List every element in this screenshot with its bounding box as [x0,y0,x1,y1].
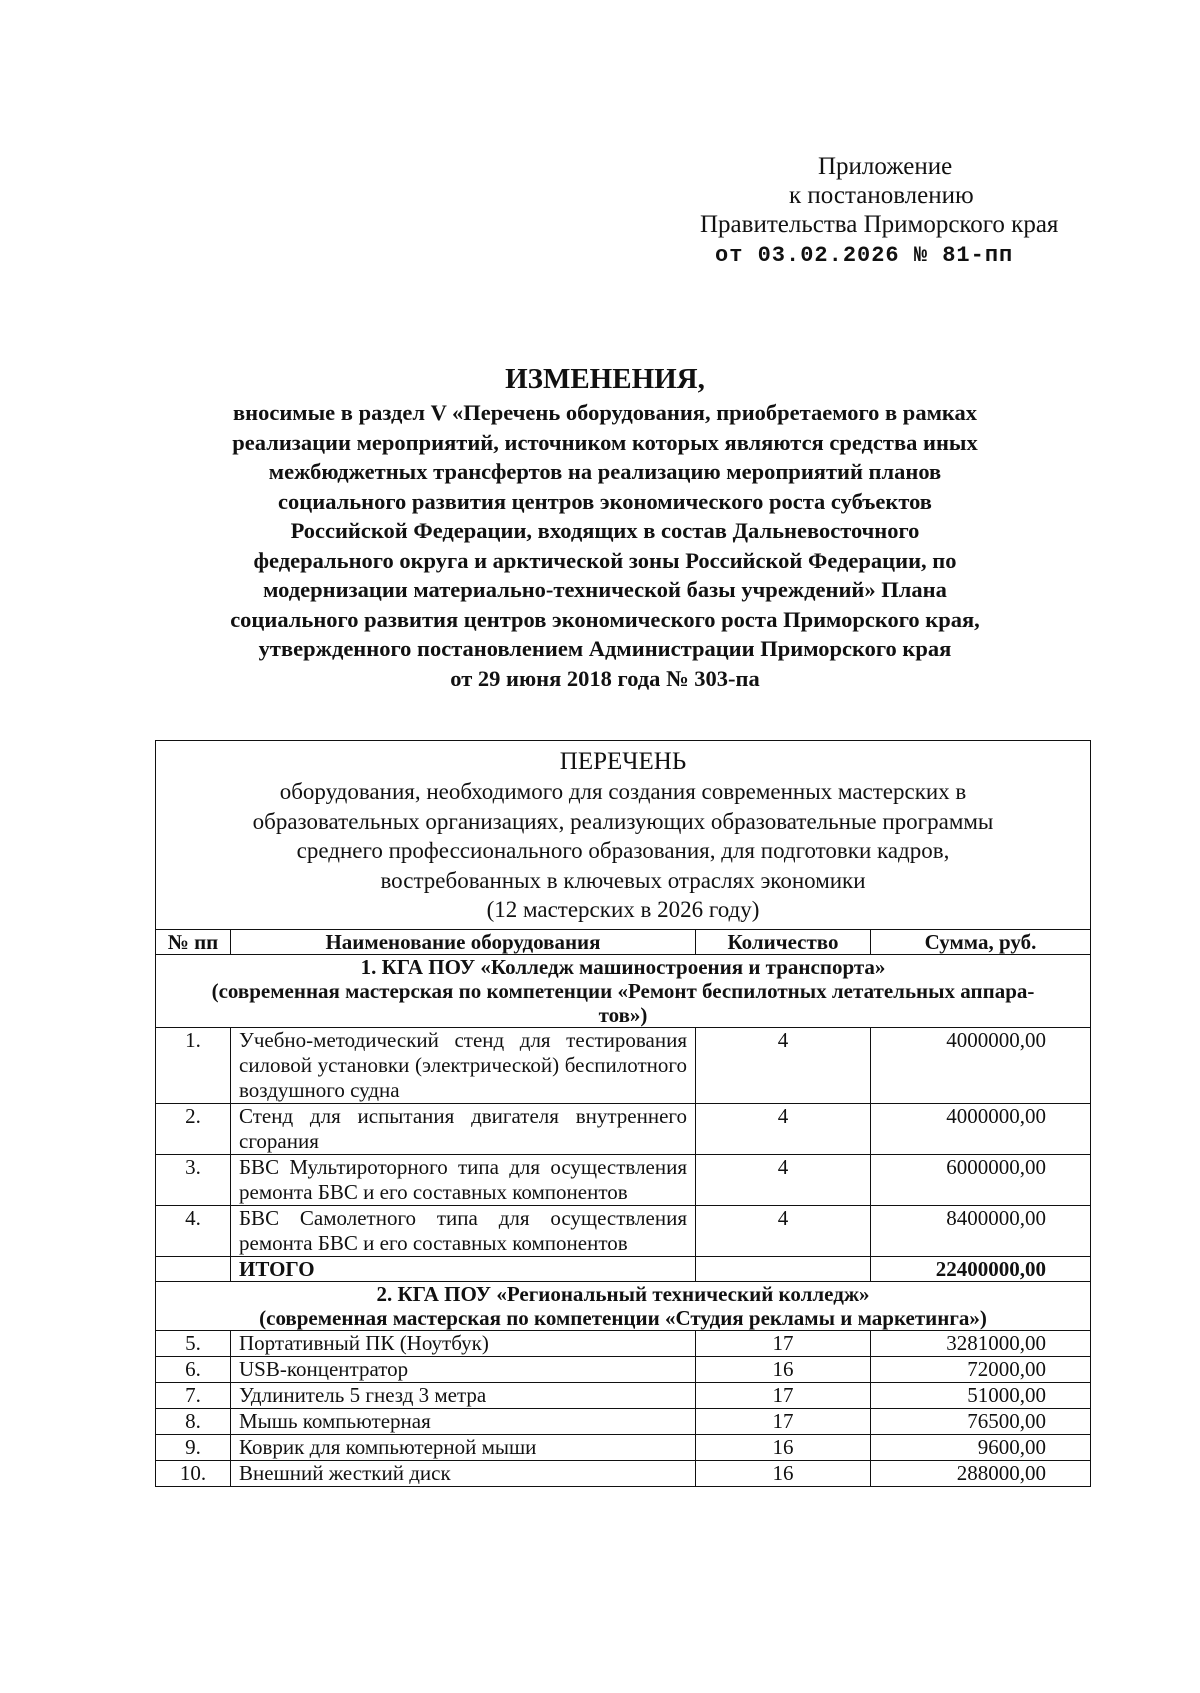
cell-name: БВС Мультироторного типа для осуществления ремонта БВС и его составных компонентов [231,1154,696,1205]
section-2-title [156,1281,1091,1330]
cell-name: Коврик для компьютерной мыши [231,1434,696,1460]
cell-qty [696,1256,871,1281]
section-row [156,1281,1091,1330]
cell-name: Портативный ПК (Ноутбук) [231,1330,696,1356]
subtitle-line: модернизации материально-технической базы учреждений» Плана [263,577,947,602]
table-header-row [156,929,1091,954]
cell-sum: 4000000,00 [871,1103,1091,1154]
cell-qty: 4 [696,1154,871,1205]
table-row [156,1434,1091,1460]
subtitle-line: социального развития центров экономического роста Приморского края, [230,606,980,632]
table-row [156,1382,1091,1408]
cell-sum: 6000000,00 [871,1154,1091,1205]
cell-qty: 16 [696,1356,871,1382]
subtitle-line: вносимые в раздел V «Перечень оборудования, приобретаемого в рамках [232,400,978,425]
cell-name: Стенд для испытания двигателя внутреннего сгорания [231,1103,696,1154]
header-num: № пп [156,929,231,954]
document-heading [150,362,1060,693]
section-1-line: (современная мастерская по компетенции «Ремонт беспилотных летательных аппара- [211,978,1035,1003]
cell-num: 8. [156,1408,231,1434]
section-row [156,954,1091,1027]
appendix-resolution: к постановлению [789,182,974,209]
table-row [156,1356,1091,1382]
cell-qty: 4 [696,1205,871,1256]
cell-name: Внешний жесткий диск [231,1460,696,1486]
document-subtitle [150,398,1060,693]
table-row [156,1154,1091,1205]
cell-qty: 17 [696,1382,871,1408]
cell-sum: 3281000,00 [871,1330,1091,1356]
cell-sum: 4000000,00 [871,1027,1091,1103]
section-1-line: тов») [598,1002,648,1027]
cell-sum: 9600,00 [871,1434,1091,1460]
subtitle-line: утвержденного постановлением Администрации Приморского края [258,636,952,661]
cell-name: Удлинитель 5 гнезд 3 метра [231,1382,696,1408]
subtitle-line: социального развития центров экономического роста субъектов [278,488,932,514]
appendix-government: Правительства Приморского края [700,211,1059,238]
table-row [156,1103,1091,1154]
caption-line: среднего профессионального образования, для подготовки кадров, [296,838,950,863]
cell-qty: 4 [696,1103,871,1154]
subtitle-line: Российской Федерации, входящих в состав Дальневосточного [290,518,920,543]
total-row [156,1256,1091,1281]
cell-sum: 72000,00 [871,1356,1091,1382]
header-sum: Сумма, руб. [871,929,1091,954]
caption-line: образовательных организациях, реализующих образовательные программы [252,808,994,834]
table-row [156,1330,1091,1356]
table-row [156,1205,1091,1256]
cell-num: 5. [156,1330,231,1356]
cell-num: 7. [156,1382,231,1408]
table-caption [156,741,1091,930]
equipment-table-wrap [155,740,1090,1487]
section-2-line: 2. КГА ПОУ «Региональный технический колледж» [376,1281,870,1306]
cell-qty: 16 [696,1434,871,1460]
appendix-block [690,152,1130,270]
total-label: ИТОГО [231,1256,696,1281]
document-title: ИЗМЕНЕНИЯ, [505,363,705,395]
appendix-date-number: от 03.02.2026 № 81-пп [715,243,1014,268]
subtitle-line: межбюджетных трансфертов на реализацию мероприятий планов [268,459,942,484]
cell-name: USB-концентратор [231,1356,696,1382]
subtitle-line: от 29 июня 2018 года № 303-па [450,665,760,691]
section-2-line: (современная мастерская по компетенции «Студия рекламы и маркетинга») [259,1305,987,1330]
section-1-line: 1. КГА ПОУ «Колледж машиностроения и транспорта» [360,954,886,979]
cell-num: 4. [156,1205,231,1256]
table-row [156,1460,1091,1486]
cell-qty: 17 [696,1408,871,1434]
table-row [156,1027,1091,1103]
cell-num: 6. [156,1356,231,1382]
cell-num: 10. [156,1460,231,1486]
cell-sum: 76500,00 [871,1408,1091,1434]
cell-num: 3. [156,1154,231,1205]
caption-line: оборудования, необходимого для создания современных мастерских в [279,779,967,804]
cell-sum: 288000,00 [871,1460,1091,1486]
header-name: Наименование оборудования [231,929,696,954]
cell-num: 9. [156,1434,231,1460]
cell-name: Мышь компьютерная [231,1408,696,1434]
cell-qty: 17 [696,1330,871,1356]
cell-qty: 4 [696,1027,871,1103]
cell-num: 2. [156,1103,231,1154]
section-1-title [156,954,1091,1027]
caption-line: (12 мастерских в 2026 году) [486,897,760,922]
cell-sum: 8400000,00 [871,1205,1091,1256]
cell-qty: 16 [696,1460,871,1486]
caption-line: востребованных в ключевых отраслях экономики [380,867,866,893]
caption-title: ПЕРЕЧЕНЬ [559,748,687,775]
total-sum: 22400000,00 [871,1256,1091,1281]
cell-num: 1. [156,1027,231,1103]
table-row [156,1408,1091,1434]
cell-num [156,1256,231,1281]
cell-name: Учебно-методический стенд для тестирования силовой установки (электрической) беспилотного воздушного судна [231,1027,696,1103]
equipment-table [155,740,1091,1487]
subtitle-line: реализации мероприятий, источником которых являются средства иных [232,429,978,455]
subtitle-line: федерального округа и арктической зоны Российской Федерации, по [253,547,957,573]
cell-sum: 51000,00 [871,1382,1091,1408]
cell-name: БВС Самолетного типа для осуществления ремонта БВС и его составных компонентов [231,1205,696,1256]
appendix-label: Приложение [818,153,953,180]
header-qty: Количество [696,929,871,954]
